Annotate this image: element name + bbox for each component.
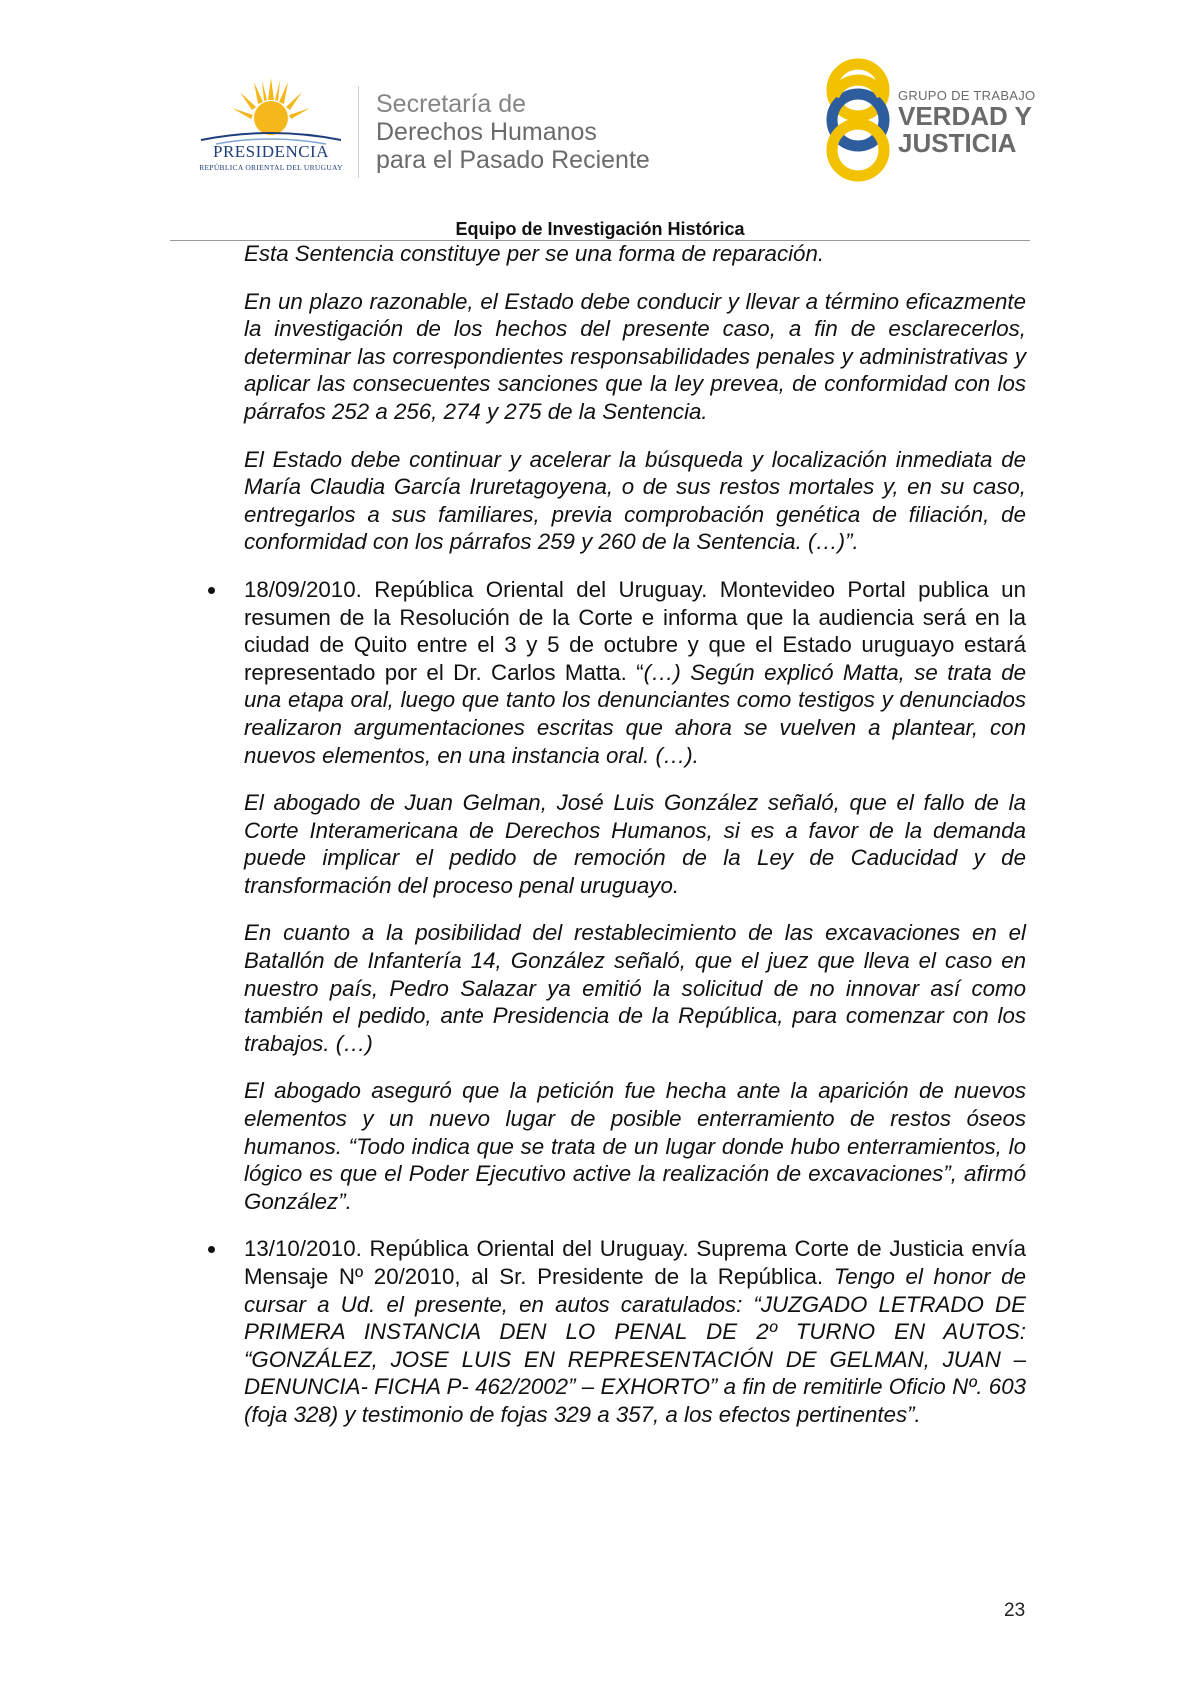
paragraph-investigacion: En un plazo razonable, el Estado debe conducir y llevar a término eficazmente la investigación de los hechos del presente caso, a fin de esclarecerlos, determinar las correspondientes responsabilidades penales y administrativas y aplicar las consecuentes sanciones que la ley prevea, de conformidad con los párrafos 252 a 256, 274 y 275 de la Sentencia. — [244, 288, 1026, 424]
gtvj-verdad: VERDAD Y — [898, 101, 1032, 131]
page-header — [0, 0, 1190, 240]
secretaria-line-3: para el Pasado Reciente — [376, 146, 650, 174]
document-body — [244, 240, 1026, 1449]
bullet-quote: (…) Según explicó Matta, se trata de una etapa oral, luego que tanto los denunciantes como testigos y denunciados realizaron argumentaciones escritas que ahora se vuelven a plantear, con nuevos elementos, en una instancia oral. (…). — [244, 659, 1027, 768]
bullet-item-2010-10-13 — [244, 1235, 1026, 1428]
bullet-text: 18/09/2010. República Oriental del Uruguay. Montevideo Portal publica un resumen de la Resolución de la Corte e informa que la audiencia será en la ciudad de Quito entre el 3 y 5 de octubre y que el Estado uruguayo estará representado por el Dr. Carlos Matta. “ — [244, 576, 1026, 685]
secretaria-line-2: Derechos Humanos — [376, 118, 597, 146]
team-heading: Equipo de Investigación Histórica — [455, 219, 745, 239]
sun-emblem-icon — [196, 78, 346, 148]
paragraph-excavaciones: En cuanto a la posibilidad del restablecimiento de las excavaciones en el Batallón de Infantería 14, González señaló, que el juez que lleva el caso en nuestro país, Pedro Salazar ya emitió la solicitud de no innovar así como también el pedido, ante Presidencia de la República, para comenzar con los trabajos. (…) — [244, 920, 1026, 1056]
bullet-text: 13/10/2010. República Oriental del Uruguay. Suprema Corte de Justicia envía Mensaje Nº 20/2010, al Sr. Presidente de la República. — [244, 1236, 1026, 1289]
gtvj-small-text: GRUPO DE TRABAJO — [898, 88, 1036, 103]
paragraph-busqueda: El Estado debe continuar y acelerar la búsqueda y localización inmediata de María Claudia García Iruretagoyena, o de sus restos mortales y, en su caso, entregarlos a sus familiares, previa comprobación genética de filiación, de conformidad con los párrafos 259 y 260 de la Sentencia. (…)”. — [244, 446, 1026, 555]
bullet-item-2010-09-18 — [244, 576, 1026, 769]
header-divider — [358, 86, 359, 178]
presidencia-subtitle: REPÚBLICA ORIENTAL DEL URUGUAY — [199, 163, 343, 172]
paragraph-reparacion: Esta Sentencia constituye per se una forma de reparación. — [244, 241, 825, 266]
page-number: 23 — [1004, 1600, 1026, 1621]
bullet-quote: Tengo el honor de cursar a Ud. el presente, en autos caratulados: “JUZGADO LETRADO DE PRIMERA INSTANCIA DEN LO PENAL DE 2º TURNO EN AUTOS: “GONZÁLEZ, JOSE LUIS EN REPRESENTACIÓN DE GELMAN, JUAN –DENUNCIA- FICHA P- 462/2002” – EXHORTO” a fin de remitirle Oficio Nº. 603 (foja 328) y testimonio de fojas 329 a 357, a los efectos pertinentes”. — [244, 1264, 1026, 1427]
paragraph-abogado: El abogado de Juan Gelman, José Luis González señaló, que el fallo de la Corte Interamericana de Derechos Humanos, si es a favor de la demanda puede implicar el pedido de remoción de la Ley de Caducidad y de transformación del proceso penal uruguayo. — [244, 790, 1026, 898]
bullet-dot-icon — [208, 587, 215, 594]
secretaria-title — [376, 90, 650, 174]
gtvj-justicia: JUSTICIA — [898, 128, 1017, 158]
paragraph-peticion: El abogado aseguró que la petición fue hecha ante la aparición de nuevos elementos y un nuevo lugar de posible enterramiento de restos óseos humanos. “Todo indica que se trata de un lugar donde hubo enterramientos, lo lógico es que el Poder Ejecutivo active la realización de excavaciones”, afirmó González”. — [244, 1078, 1026, 1214]
presidencia-name: PRESIDENCIA — [212, 142, 329, 161]
presidencia-logo — [196, 78, 351, 178]
gtvj-wordmark — [898, 88, 1035, 157]
bullet-dot-icon — [208, 1246, 215, 1253]
secretaria-line-1: Secretaría de — [376, 90, 527, 118]
